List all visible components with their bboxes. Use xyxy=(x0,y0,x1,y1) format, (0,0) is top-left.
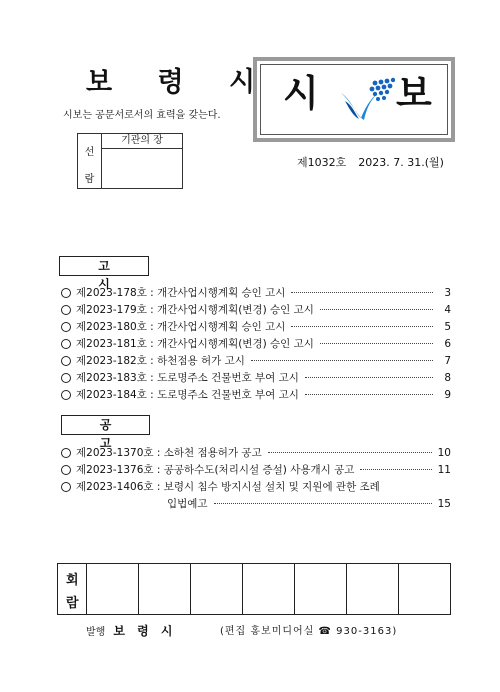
toc-entry-number: 제2023-1370호 xyxy=(76,447,154,459)
approval-head-cell: 기관의 장 xyxy=(102,134,182,149)
issue-info xyxy=(297,154,444,170)
toc-entry-title: 보령시 침수 방지시설 설치 및 지원에 관한 조례 xyxy=(163,481,380,493)
toc-entry[interactable]: 제2023-178호 : 개간사업시행계획 승인 고시 3 xyxy=(61,285,451,301)
bullet-circle-icon xyxy=(61,288,71,298)
leader-dots xyxy=(214,503,432,504)
city-logo-icon xyxy=(339,77,395,121)
toc-entry-number: 제2023-178호 xyxy=(76,287,147,299)
toc-entry-page: 15 xyxy=(437,498,451,510)
toc-entry-page: 5 xyxy=(444,321,451,333)
issue-date: 2023. 7. 31.(월) xyxy=(358,156,444,169)
toc-entry-number: 제2023-184호 xyxy=(76,389,147,401)
toc-entry-title: 공공하수도(처리시설 증설) 사용개시 공고 xyxy=(163,464,355,476)
editor-contact: (편집 홍보미디어실 ☎ 930-3163) xyxy=(220,626,398,637)
toc-entry-title: 개간사업시행계획 승인 고시 xyxy=(157,287,286,299)
leader-dots xyxy=(305,394,433,395)
publisher-label: 발행 xyxy=(86,627,106,638)
toc-entry-page: 9 xyxy=(444,389,451,401)
toc-entry-page: 3 xyxy=(444,287,451,299)
bullet-circle-icon xyxy=(61,482,71,492)
masthead-inner-frame xyxy=(260,64,448,135)
toc-entry-page: 4 xyxy=(444,304,451,316)
footer xyxy=(86,622,456,639)
review-label-top: 회 xyxy=(66,573,79,588)
toc-entry-title: 소하천 점용허가 공고 xyxy=(163,447,262,459)
approval-box xyxy=(77,133,183,189)
bullet-circle-icon xyxy=(61,373,71,383)
bullet-circle-icon xyxy=(61,339,71,349)
masthead-char-right: 보 xyxy=(396,72,432,115)
gazette-subtitle: 시보는 공문서로서의 효력을 갖는다. xyxy=(63,110,221,121)
review-table xyxy=(57,563,451,615)
section-title-announcements: 공 고 xyxy=(61,415,150,435)
leader-dots xyxy=(305,377,433,378)
review-signature-cell xyxy=(190,564,242,614)
gazette-masthead xyxy=(253,57,455,142)
review-signature-cell xyxy=(242,564,294,614)
toc-entry-number: 제2023-179호 xyxy=(76,304,147,316)
leader-dots xyxy=(320,309,433,310)
bullet-circle-icon xyxy=(61,356,71,366)
toc-entry[interactable]: 제2023-1406호 : 보령시 침수 방지시설 설치 및 지원에 관한 조례 xyxy=(61,479,451,495)
review-label-bottom: 람 xyxy=(66,596,79,611)
toc-entry-number: 제2023-181호 xyxy=(76,338,147,350)
publisher-name: 보 령 시 xyxy=(113,624,177,638)
toc-entry-page: 8 xyxy=(444,372,451,384)
toc-entry[interactable]: 제2023-179호 : 개간사업시행계획(변경) 승인 고시 4 xyxy=(61,302,451,318)
toc-entry-title: 개간사업시행계획(변경) 승인 고시 xyxy=(157,338,314,350)
review-signature-cell xyxy=(346,564,398,614)
bullet-circle-icon xyxy=(61,465,71,475)
leader-dots xyxy=(360,469,431,470)
leader-dots xyxy=(291,292,433,293)
toc-entry[interactable]: 제2023-183호 : 도로명주소 건물번호 부여 고시 8 xyxy=(61,370,451,386)
toc-entry-page: 6 xyxy=(444,338,451,350)
review-signature-cell xyxy=(398,564,450,614)
toc-entry-title: 도로명주소 건물번호 부여 고시 xyxy=(157,389,299,401)
toc-entry-title: 하천점용 허가 고시 xyxy=(157,355,245,367)
toc-entry-number: 제2023-183호 xyxy=(76,372,147,384)
approval-label-top: 선 xyxy=(84,147,95,158)
publisher-line xyxy=(86,622,176,639)
toc-entry-page: 7 xyxy=(444,355,451,367)
toc-entry[interactable]: 제2023-1376호 : 공공하수도(처리시설 증설) 사용개시 공고 11 xyxy=(61,462,451,478)
section-title-notices: 고 시 xyxy=(59,256,149,276)
leader-dots xyxy=(291,326,433,327)
bullet-circle-icon xyxy=(61,305,71,315)
toc-entry-number: 제2023-1376호 xyxy=(76,464,154,476)
approval-label-column xyxy=(78,134,102,188)
toc-entry[interactable]: 제2023-181호 : 개간사업시행계획(변경) 승인 고시 6 xyxy=(61,336,451,352)
toc-entry-page: 11 xyxy=(437,464,451,476)
toc-entry[interactable]: 제2023-180호 : 개간사업시행계획 승인 고시 5 xyxy=(61,319,451,335)
leader-dots xyxy=(251,360,433,361)
review-label-cell xyxy=(58,564,86,614)
bullet-circle-icon xyxy=(61,448,71,458)
toc-entry-continuation[interactable] xyxy=(167,496,451,512)
bullet-circle-icon xyxy=(61,390,71,400)
toc-entry-number: 제2023-180호 xyxy=(76,321,147,333)
toc-entry-title: 개간사업시행계획(변경) 승인 고시 xyxy=(157,304,314,316)
masthead-char-left: 시 xyxy=(283,72,319,115)
leader-dots xyxy=(320,343,433,344)
toc-entry-page: 10 xyxy=(437,447,451,459)
review-signature-cell xyxy=(138,564,190,614)
toc-entry-title-continued: 입법예고 xyxy=(167,498,208,510)
issue-number: 제1032호 xyxy=(297,156,347,169)
toc-entry[interactable]: 제2023-182호 : 하천점용 허가 고시 7 xyxy=(61,353,451,369)
review-signature-cell xyxy=(294,564,346,614)
toc-entry[interactable]: 제2023-184호 : 도로명주소 건물번호 부여 고시 9 xyxy=(61,387,451,403)
leader-dots xyxy=(268,452,432,453)
toc-entry-number: 제2023-1406호 xyxy=(76,481,154,493)
publisher-city-title: 보 령 시 xyxy=(86,67,274,98)
toc-entry-number: 제2023-182호 xyxy=(76,355,147,367)
toc-entry-title: 개간사업시행계획 승인 고시 xyxy=(157,321,286,333)
approval-label-bottom: 람 xyxy=(84,174,95,185)
toc-entry-title: 도로명주소 건물번호 부여 고시 xyxy=(157,372,299,384)
toc-entry[interactable]: 제2023-1370호 : 소하천 점용허가 공고 10 xyxy=(61,445,451,461)
bullet-circle-icon xyxy=(61,322,71,332)
review-signature-cell xyxy=(86,564,138,614)
